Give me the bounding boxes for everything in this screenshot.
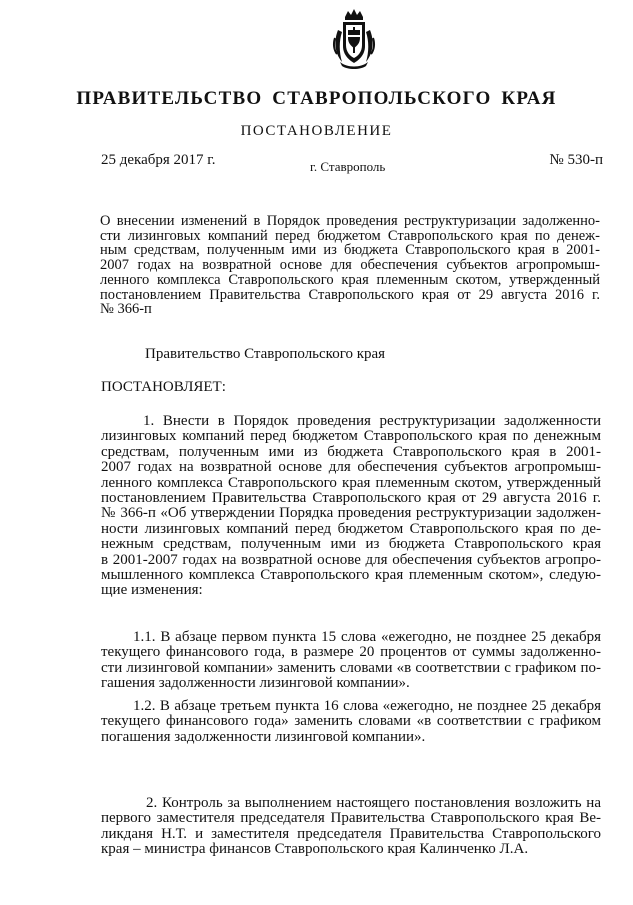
paragraph-line: лизинговых компаний перед бюджетом Ставропольского края по денежным [101, 429, 601, 445]
paragraph-line: № 366-п «Об утверждении Порядка проведения реструктуризации задолжен- [101, 506, 601, 522]
document-subject [100, 214, 600, 317]
paragraph-line: 1.2. В абзаце третьем пункта 16 слова «ежегодно, не позднее 25 декабря [133, 698, 601, 714]
government-title: ПРАВИТЕЛЬСТВО СТАВРОПОЛЬСКОГО КРАЯ [76, 88, 557, 109]
item-1-1 [101, 630, 601, 692]
paragraph-line: края – министра финансов Ставропольского края Калинченко Л.А. [101, 842, 529, 858]
document-type: ПОСТАНОВЛЕНИЕ [240, 123, 393, 139]
paragraph-line: ликданя Н.Т. и заместителя председателя Правительства Ставропольского [101, 826, 601, 842]
paragraph-line: щие изменения: [101, 583, 203, 599]
paragraph-line: нежным средствам, полученным ими из бюджета Ставропольского края [101, 537, 601, 553]
item-1 [101, 414, 601, 599]
paragraph-line: в 2001-2007 годах на возвратной основе для обеспечения субъектов агропро- [101, 552, 601, 568]
paragraph-line: 2. Контроль за выполнением настоящего постановления возложить на [146, 795, 601, 811]
item-2 [101, 796, 601, 858]
item-1-2 [101, 699, 601, 745]
document-city: г. Ставрополь [310, 159, 386, 174]
document-number: № 530-п [549, 152, 603, 168]
paragraph-line: погашения задолженности лизинговой компании». [101, 729, 426, 745]
subject-line: ленного комплекса Ставропольского края племенным скотом, утвержденный [100, 271, 600, 288]
paragraph-line: гашения задолженности лизинговой компании». [101, 676, 410, 692]
subject-line: О внесении изменений в Порядок проведения реструктуризации задолженно- [100, 213, 600, 229]
resolves-heading: ПОСТАНОВЛЯЕТ: [101, 379, 226, 395]
paragraph-line: 1.1. В абзаце первом пункта 15 слова «ежегодно, не позднее 25 декабря [133, 629, 601, 645]
paragraph-line: ности лизинговых компаний перед бюджетом Ставропольского края по де- [101, 521, 601, 537]
subject-line: ным средствам, полученным ими из бюджета Ставропольского края в 2001- [100, 242, 600, 259]
paragraph-line: первого заместителя председателя Правительства Ставропольского края Ве- [101, 811, 601, 827]
paragraph-line: текущего финансового года, в размере 20 процентов от суммы задолженно- [101, 645, 601, 661]
paragraph-line: 1. Внести в Порядок проведения реструктуризации задолженности [143, 413, 601, 429]
paragraph-line: ленного комплекса Ставропольского края племенным скотом, утвержденный [101, 475, 601, 491]
coat-of-arms-icon [330, 8, 378, 70]
paragraph-line: средствам, полученным ими из бюджета Ставропольского края в 2001- [101, 444, 601, 460]
paragraph-line: текущего финансового года» заменить словами «в соответствии с графиком [101, 714, 601, 730]
paragraph-line: 2007 годах на возвратной основе для обеспечения субъектов агропромыш- [101, 460, 601, 476]
preamble-text: Правительство Ставропольского края [145, 346, 386, 362]
subject-line: № 366-п [100, 301, 152, 318]
document-date: 25 декабря 2017 г. [101, 152, 216, 168]
subject-line: постановлением Правительства Ставропольского края от 29 августа 2016 г. [100, 286, 600, 303]
subject-line: 2007 годах на возвратной основе для обеспечения субъектов агропромыш- [100, 257, 600, 274]
subject-line: сти лизинговых компаний перед бюджетом Ставропольского края по денеж- [100, 227, 600, 244]
paragraph-line: мышленного комплекса Ставропольского края племенным скотом», следую- [101, 568, 601, 584]
paragraph-line: сти лизинговой компании» заменить словами «в соответствии с графиком по- [101, 660, 601, 676]
paragraph-line: постановлением Правительства Ставропольского края от 29 августа 2016 г. [101, 491, 601, 507]
